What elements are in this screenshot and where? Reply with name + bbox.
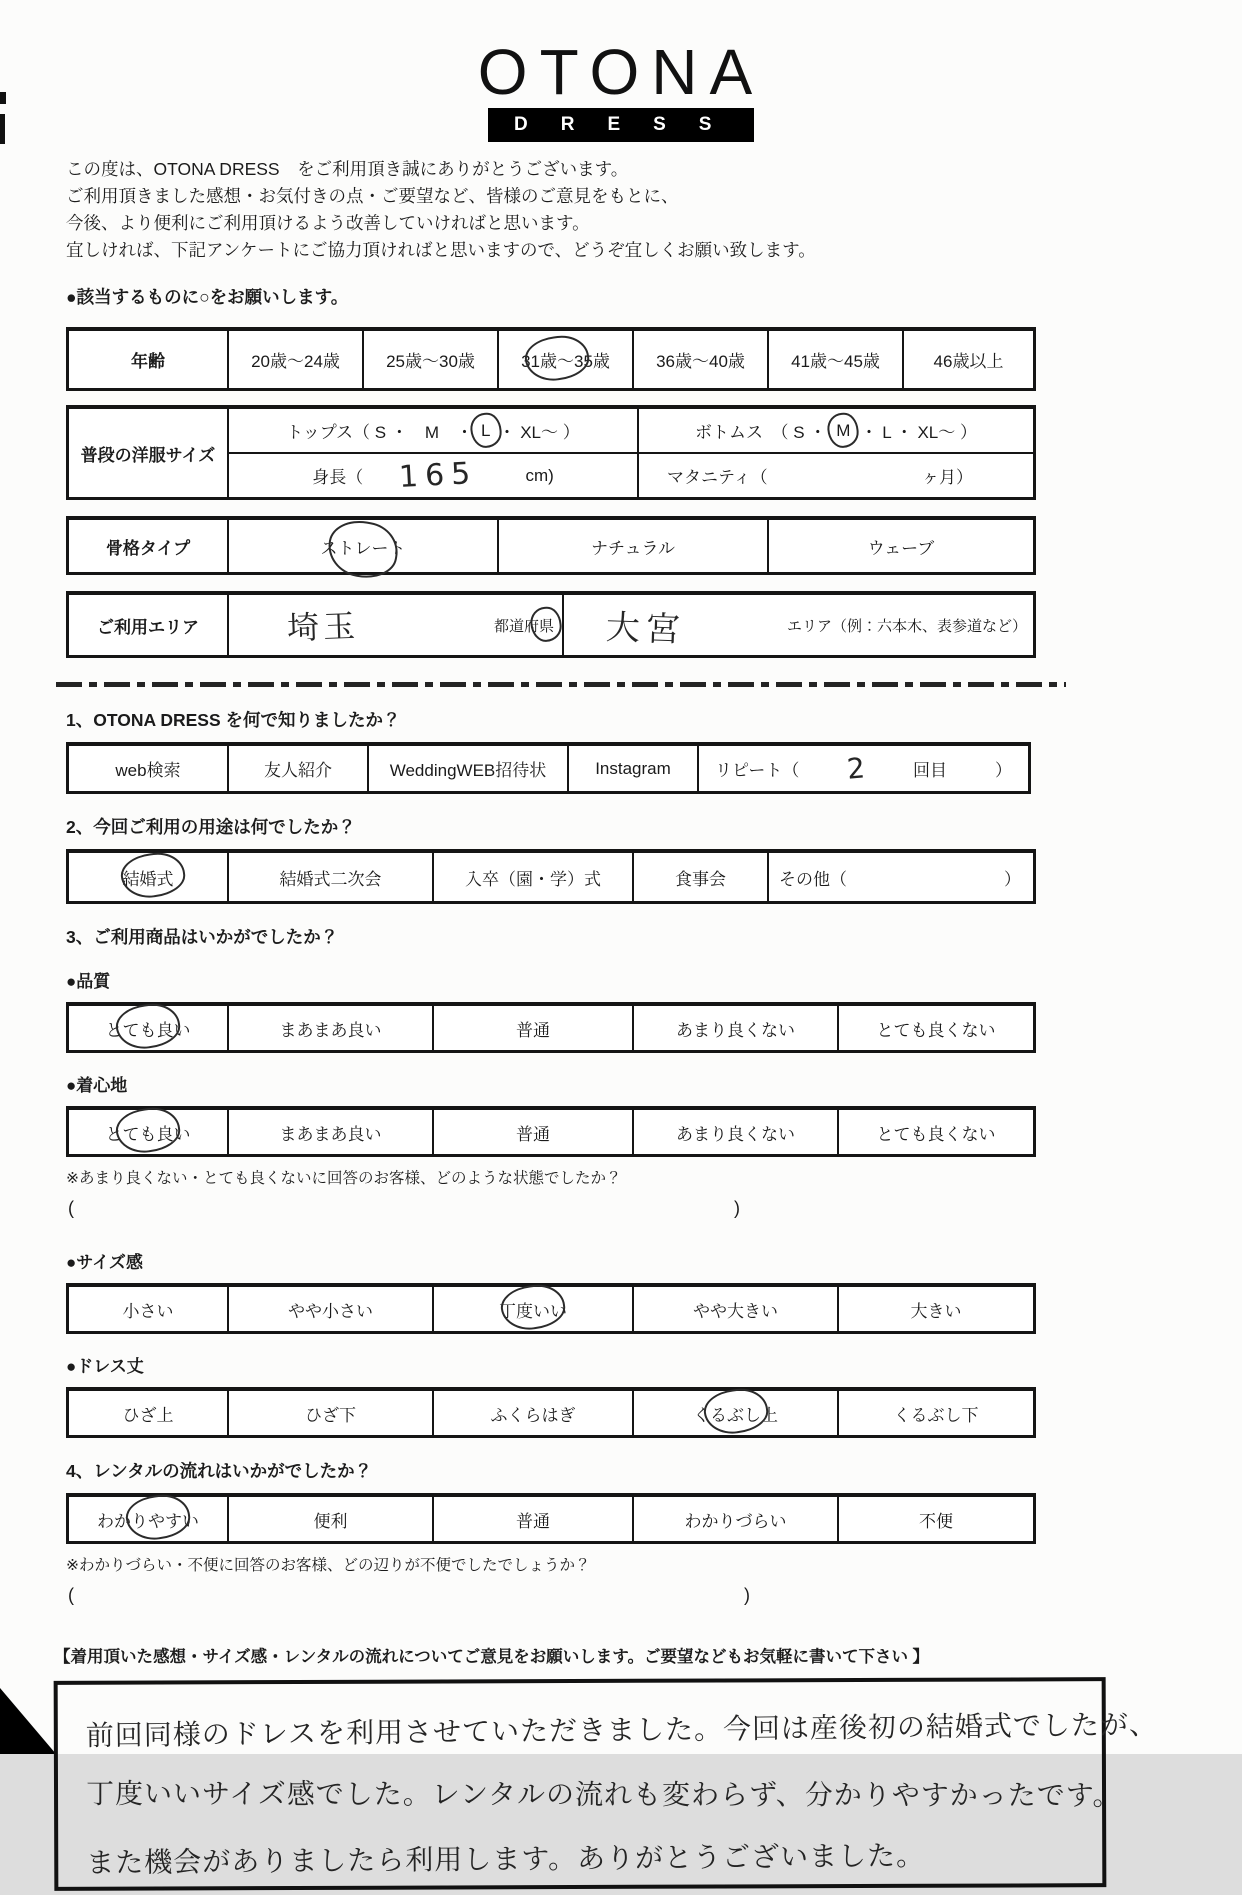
comfort-option-label: あまり良くない [676,1124,795,1144]
q2-option-ceremony [434,853,634,901]
fit-option-label: 大きい [910,1301,962,1321]
q2-title: 2、今回ご利用の用途は何でしたか？ [66,817,356,837]
q4-option-convenient [229,1497,434,1541]
q2-option-afterparty [229,853,434,901]
comfort-note: ※あまり良くない・とても良くないに回答のお客様、どのような状態でしたか？ [66,1170,622,1187]
skeleton-option-straight [229,520,499,572]
fit-option-label: やや小さい [288,1301,373,1321]
close-paren: ) [734,1198,740,1218]
q2-option-wedding [69,853,229,901]
feedback-line-1: 前回同様のドレスを利用させていただきました。今回は産後初の結婚式でしたが、 [85,1707,1159,1753]
feedback-line-2: 丁度いいサイズ感でした。レンタルの流れも変わらず、分かりやすかったです。 [86,1777,1122,1812]
comfort-option-good [229,1110,434,1154]
fit-option-slightly-big [634,1287,839,1331]
intro-line: ご利用頂きました感想・お気付きの点・ご要望など、皆様のご意見をもとに、 [66,186,679,206]
city-value-handwritten: 大宮 [605,607,687,650]
quality-option-label: あまり良くない [676,1020,795,1040]
skeleton-type-header-label: 骨格タイプ [105,538,191,558]
tops-options-text-rest: ・ XL～ ） [498,423,580,442]
maternity-label: マタニティ（ [667,468,768,487]
q2-option-label: 結婚式 [123,865,174,890]
length-option-label: ふくらはぎ [490,1405,576,1425]
q2-option-label: 結婚式二次会 [279,869,382,889]
comfort-label: ●着心地 [66,1076,128,1095]
intro-line: この度は、OTONA DRESS をご利用頂き誠にありがとうございます。 [66,159,629,179]
age-option-25-30 [364,331,499,388]
q3-title: 3、ご利用商品はいかがでしたか？ [66,927,339,947]
age-option-label: 31歳～35歳 [521,347,610,372]
q4-table [66,1493,1036,1544]
q1-option-instagram [569,746,699,791]
clothing-size-header [69,409,229,497]
age-option-41-45 [769,331,904,388]
circle-instruction: ●該当するものに○をお願いします。 [66,287,349,307]
q1-option-wedding-web [369,746,569,791]
open-paren: ( [68,1585,74,1605]
q1-option-label: Instagram [595,758,671,778]
quality-option-label: まあまあ良い [279,1020,382,1040]
prefecture-cell [229,595,564,655]
clothing-size-table [66,405,1036,500]
prefecture-caption [494,615,554,636]
maternity-cell [639,454,1033,497]
bottoms-size-cell [639,409,1033,452]
q4-issue-answer-area [66,1579,1036,1613]
q1-option-referral [229,746,369,791]
comfort-option-normal [434,1110,634,1154]
length-option-below-knee [229,1391,434,1435]
maternity-unit: ヶ月） [922,468,973,487]
fit-option-label: やや大きい [693,1301,778,1321]
intro-line: 宜しければ、下記アンケートにご協力頂ければと思いますので、どうぞ宜しくお願い致します。 [66,240,816,260]
age-header-label: 年齢 [131,352,165,371]
open-paren: ( [68,1198,74,1218]
comfort-table [66,1106,1036,1157]
quality-option-very-good [69,1006,229,1050]
q2-option-other [769,853,1033,901]
age-option-46plus [904,331,1033,388]
intro-paragraph [66,156,1242,264]
other-close-paren: ） [1004,869,1021,889]
length-option-below-ankle [839,1391,1033,1435]
age-option-20-24 [229,331,364,388]
q4-option-inconvenient [839,1497,1033,1541]
q2-option-dinner [634,853,769,901]
q2-option-label: 入卒（園・学）式 [465,869,601,889]
repeat-close-paren: ） [994,761,1012,780]
length-option-label: くるぶし上 [693,1401,778,1426]
q1-option-label: 友人紹介 [264,761,332,780]
quality-option-not-good [634,1006,839,1050]
age-option-label: 25歳～30歳 [386,352,475,371]
logo-dress-bar: DRESS [488,108,754,142]
logo-otona-text: OTONA [477,36,765,108]
height-value-handwritten: 165 [398,455,479,496]
tops-selected-size: L [481,420,491,440]
age-option-31-35 [499,331,634,388]
q4-option-label: わかりやすい [97,1507,199,1532]
q4-note: ※わかりづらい・不便に回答のお客様、どの辺りが不便でしたでしょうか？ [66,1557,591,1574]
skeleton-type-table [66,516,1036,575]
skeleton-option-natural [499,520,769,572]
repeat-label: リピート（ [715,761,800,780]
repeat-unit: 回目 [913,761,948,780]
tops-options-text: トップス（ S ・ M ・ [286,423,474,442]
other-label: その他（ [779,869,847,889]
fit-option-slightly-small [229,1287,434,1331]
q4-option-label: わかりづらい [684,1511,787,1531]
bottoms-options-text: ボトムス （ S ・ [695,423,827,442]
fit-table [66,1283,1036,1334]
brand-logo [0,0,1242,142]
comfort-option-label: とても良い [106,1120,191,1145]
length-option-above-knee [69,1391,229,1435]
quality-table [66,1002,1036,1053]
length-label: ●ドレス丈 [66,1357,144,1376]
q1-option-label: WeddingWEB招待状 [389,761,547,780]
comfort-option-label: とても良くない [876,1124,996,1144]
quality-option-label: とても良い [106,1016,191,1041]
comfort-option-very-good [69,1110,229,1154]
age-option-label: 46歳以上 [933,352,1004,371]
length-option-label: ひざ上 [122,1405,174,1425]
fit-option-just-right [434,1287,634,1331]
q4-option-label: 便利 [313,1511,348,1531]
fit-option-big [839,1287,1033,1331]
comfort-option-bad [839,1110,1033,1154]
length-option-label: ひざ下 [305,1405,356,1425]
usage-area-table [66,591,1036,658]
clothing-size-header-label: 普段の洋服サイズ [80,445,216,465]
q1-option-label: web検索 [115,761,181,780]
age-option-36-40 [634,331,769,388]
scan-artifact [0,114,5,144]
prefecture-value-handwritten: 埼玉 [286,606,360,648]
skeleton-option-label: ストレート [321,534,406,559]
skeleton-option-label: ナチュラル [591,538,675,558]
comfort-option-label: 普通 [516,1124,550,1144]
length-option-label: くるぶし下 [893,1405,979,1425]
age-option-label: 20歳～24歳 [251,352,340,371]
prefecture-caption-circled-char: 県 [539,615,554,636]
comfort-option-not-good [634,1110,839,1154]
age-option-label: 36歳～40歳 [656,352,745,371]
q4-option-label: 不便 [919,1511,953,1531]
tops-size-cell [229,409,639,452]
city-cell [564,595,1033,655]
skeleton-type-header [69,520,229,572]
prefecture-caption-text: 都道府 [493,617,539,635]
bottoms-options-text-rest: ・ L ・ XL～ ） [860,423,977,442]
q1-title: 1、OTONA DRESS を何で知りましたか？ [66,710,401,730]
usage-area-header [69,595,229,655]
feedback-header: 【着用頂いた感想・サイズ感・レンタルの流れについてご意見をお願いします。ご要望などもお気軽に書いて下さい 】 [54,1648,930,1666]
fit-option-label: 丁度いい [499,1297,567,1322]
age-option-label: 41歳～45歳 [791,352,880,371]
height-cell [229,454,639,497]
feedback-line-3: また機会がありましたら利用します。ありがとうございました。 [86,1839,926,1880]
q1-repeat-cell [699,746,1028,791]
length-option-above-ankle [634,1391,839,1435]
intro-line: 今後、より便利にご利用頂けるよう改善していければと思います。 [66,213,590,233]
q1-option-web [69,746,229,791]
scan-artifact [0,92,6,104]
fit-option-small [69,1287,229,1331]
repeat-count-handwritten: 2 [845,751,867,786]
height-label: 身長（ [312,468,364,487]
q4-option-label: 普通 [516,1511,550,1531]
quality-option-good [229,1006,434,1050]
quality-option-label: とても良くない [876,1020,996,1040]
fit-option-label: 小さい [122,1301,174,1321]
q4-option-confusing [634,1497,839,1541]
feedback-comment-box [54,1677,1159,1891]
area-example-caption: エリア（例：六本木、表参道など） [786,617,1027,635]
bottoms-selected-size: M [836,420,851,440]
comfort-issue-answer-area [66,1192,1036,1226]
quality-option-label: 普通 [516,1020,550,1040]
fit-label: ●サイズ感 [66,1253,143,1272]
comfort-option-label: まあまあ良い [279,1124,382,1144]
q4-option-normal [434,1497,634,1541]
age-table [66,327,1036,391]
usage-area-header-label: ご利用エリア [97,617,199,637]
age-header [69,331,229,388]
skeleton-option-label: ウェーブ [867,538,935,558]
quality-label: ●品質 [66,972,111,991]
q1-table [66,742,1031,794]
q4-option-easy [69,1497,229,1541]
q4-title: 4、レンタルの流れはいかがでしたか？ [66,1461,373,1481]
q2-option-label: 食事会 [675,869,726,889]
length-table [66,1387,1036,1438]
height-unit: cm) [525,465,554,485]
skeleton-option-wave [769,520,1033,572]
q2-table [66,849,1036,904]
quality-option-normal [434,1006,634,1050]
close-paren: ) [744,1585,750,1605]
dashed-separator [56,682,1066,687]
length-option-calf [434,1391,634,1435]
quality-option-bad [839,1006,1033,1050]
